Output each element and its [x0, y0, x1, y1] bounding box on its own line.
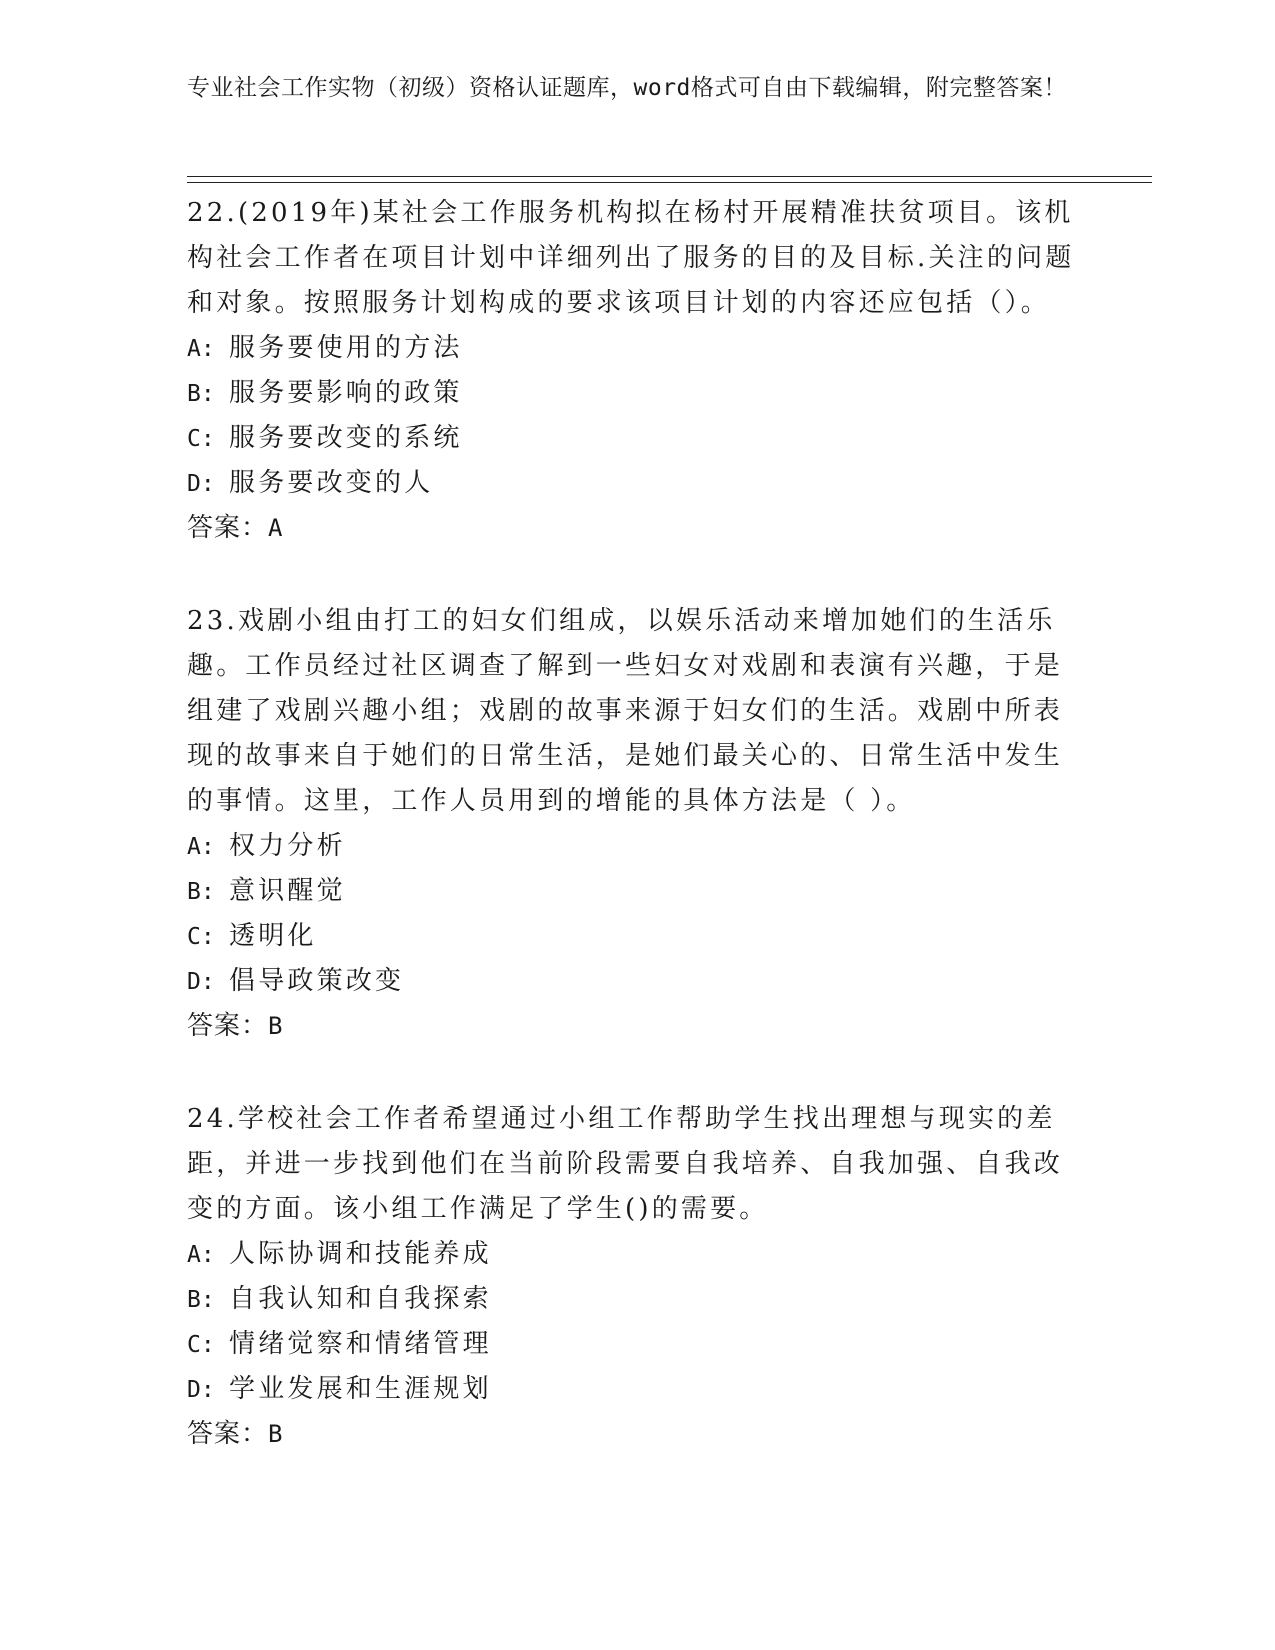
option-letter: D:: [187, 471, 215, 497]
question-stem: 23.戏剧小组由打工的妇女们组成，以娱乐活动来增加她们的生活乐趣。工作员经过社区调查了解到一些妇女对戏剧和表演有兴趣，于是组建了戏剧兴趣小组；戏剧的故事来源于妇女们的生活。戏剧中所表现的故事来自于她们的日常生活，是她们最关心的、日常生活中发生的事情。这里，工作人员用到的增能的具体方法是（ ）。: [187, 606, 1064, 816]
question-list: [187, 191, 1087, 1505]
option-letter: A:: [187, 1242, 215, 1268]
answer-value: A: [268, 514, 284, 542]
option-d: [187, 461, 1087, 506]
option-letter: C:: [187, 1332, 215, 1358]
option-list: [187, 326, 1087, 506]
option-a: [187, 1232, 1087, 1277]
option-a: [187, 824, 1087, 869]
option-text: 意识醒觉: [229, 876, 346, 906]
option-letter: D:: [187, 1377, 215, 1403]
option-c: [187, 914, 1087, 959]
option-text: 情绪觉察和情绪管理: [229, 1329, 492, 1359]
option-letter: C:: [187, 924, 215, 950]
option-text: 自我认知和自我探索: [229, 1284, 492, 1314]
option-letter: B:: [187, 879, 215, 905]
question-23: [187, 599, 1087, 1049]
option-letter: A:: [187, 336, 215, 362]
option-a: [187, 326, 1087, 371]
answer-line: [187, 1412, 1087, 1457]
answer-line: [187, 1004, 1087, 1049]
option-d: [187, 959, 1087, 1004]
option-d: [187, 1367, 1087, 1412]
option-letter: B:: [187, 1287, 215, 1313]
option-text: 人际协调和技能养成: [229, 1239, 492, 1269]
option-b: [187, 869, 1087, 914]
option-list: [187, 824, 1087, 1004]
option-letter: C:: [187, 426, 215, 452]
option-text: 服务要使用的方法: [229, 333, 463, 363]
answer-value: B: [268, 1012, 284, 1040]
header-divider-bottom: [187, 182, 1152, 183]
option-letter: A:: [187, 834, 215, 860]
question-stem: 24.学校社会工作者希望通过小组工作帮助学生找出理想与现实的差距，并进一步找到他们在当前阶段需要自我培养、自我加强、自我改变的方面。该小组工作满足了学生()的需要。: [187, 1104, 1064, 1224]
option-c: [187, 416, 1087, 461]
option-text: 权力分析: [229, 831, 346, 861]
option-b: [187, 1277, 1087, 1322]
option-letter: B:: [187, 381, 215, 407]
option-text: 服务要影响的政策: [229, 378, 463, 408]
option-letter: D:: [187, 969, 215, 995]
question-stem: 22.(2019年)某社会工作服务机构拟在杨村开展精准扶贫项目。该机构社会工作者在项目计划中详细列出了服务的目的及目标.关注的问题和对象。按照服务计划构成的要求该项目计划的内容还应包括（）。: [187, 198, 1075, 318]
answer-value: B: [268, 1420, 284, 1448]
answer-label: 答案：: [187, 1419, 269, 1449]
option-c: [187, 1322, 1087, 1367]
option-b: [187, 371, 1087, 416]
answer-label: 答案：: [187, 513, 269, 543]
header-divider-top: [187, 176, 1152, 177]
option-text: 学业发展和生涯规划: [229, 1374, 492, 1404]
question-22: [187, 191, 1087, 551]
answer-line: [187, 506, 1087, 551]
option-text: 服务要改变的系统: [229, 423, 463, 453]
question-24: [187, 1097, 1087, 1457]
option-text: 透明化: [229, 921, 317, 951]
option-text: 服务要改变的人: [229, 468, 434, 498]
option-text: 倡导政策改变: [229, 966, 405, 996]
option-list: [187, 1232, 1087, 1412]
header-note: 专业社会工作实物（初级）资格认证题库，word格式可自由下载编辑，附完整答案！: [187, 75, 1067, 101]
answer-label: 答案：: [187, 1011, 269, 1041]
